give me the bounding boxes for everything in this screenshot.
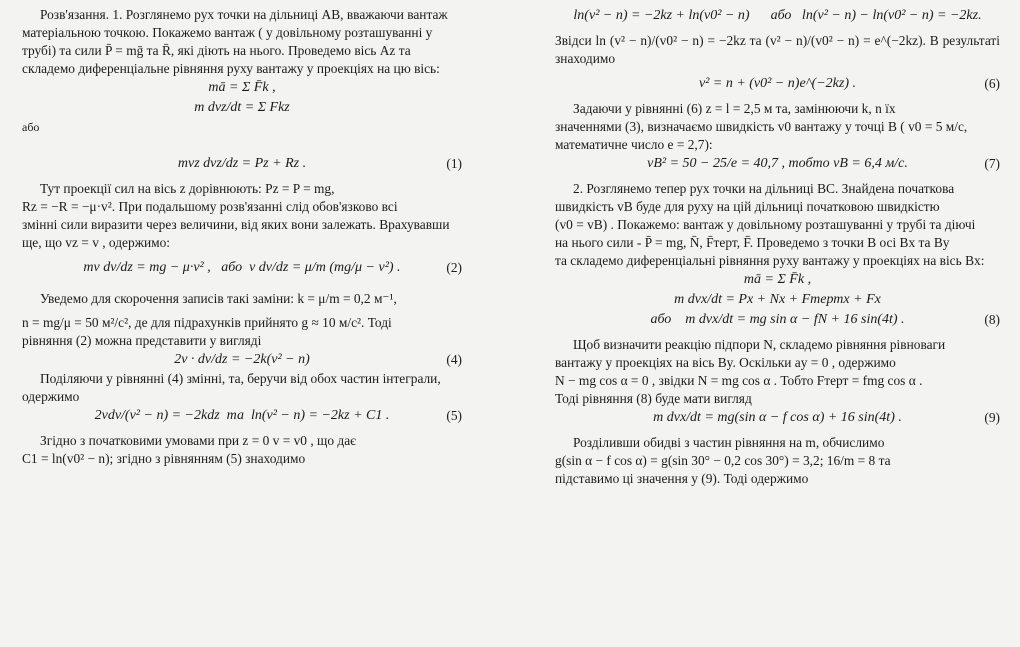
text-line: Тут проекції сил на вісь z дорівнюють: Pz = P = mg,	[40, 181, 335, 196]
equation	[22, 98, 462, 118]
text-line: ще, що vz = v , одержимо:	[22, 235, 170, 250]
text-line: трубі) та сили P̄ = mḡ та R̄, які діють на нього. Проведемо вісь Az та	[22, 43, 411, 58]
equation-body: mā = Σ F̄k ,	[743, 272, 812, 287]
equation	[555, 290, 1000, 310]
text-line: Поділяючи у рівнянні (4) змінні, та, беручи від обох частин інтеграли,	[40, 371, 441, 386]
equation	[555, 270, 1000, 290]
text-line: на нього сили - P̄ = mg, N̄, F̄терт, F̄. Проведемо з точки B осі Bx та By	[555, 235, 950, 250]
text-line: матеріальною точкою. Покажемо вантаж ( у довільному розташуванні у	[22, 25, 433, 40]
text-line: вантажу у проекціях на вісь By. Оскільки ay = 0 , одержимо	[555, 355, 896, 370]
text-line: g(sin α − f cos α) = g(sin 30° − 0,2 cos 30°) = 3,2; 16/m = 8 та	[555, 453, 891, 468]
equation-body: mv dv/dz = mg − μ·v² , або v dv/dz = μ/m (mg/μ − v²) .	[83, 260, 401, 275]
text-line: змінні сили виразити через величини, від яких вони залежать. Врахувавши	[22, 217, 450, 232]
text-line: швидкість vB буде для руху на цій дільниці початковою швидкістю	[555, 199, 940, 214]
equation-number: (7)	[984, 156, 1000, 171]
equation-body: v² = n + (v0² − n)e^(−2kz) .	[698, 76, 857, 91]
equation-body: або m dvx/dt = mg sin α − fN + 16 sin(4t) .	[650, 312, 905, 327]
equation	[555, 6, 1000, 26]
text-line: рівняння (2) можна представити у вигляді	[22, 333, 262, 348]
text-line: Тоді рівняння (8) буде мати вигляд	[555, 391, 752, 406]
text-line: C1 = ln(v0² − n); згідно з рівнянням (5) знаходимо	[22, 451, 306, 466]
equation	[22, 258, 462, 278]
text-line: математичне число e = 2,7):	[555, 137, 713, 152]
equation	[22, 350, 462, 370]
connector-word: або	[22, 120, 40, 134]
equation-number: (2)	[446, 260, 462, 275]
left-column	[22, 6, 462, 468]
text-line: Розділивши обидві з частин рівняння на m, обчислимо	[573, 435, 885, 450]
text-line: значеннями (3), визначаємо швидкість v0 вантажу у точці B ( v0 = 5 м/с,	[555, 119, 968, 134]
equation	[22, 154, 462, 174]
text-line: Згідно з початковими умовами при z = 0 v = v0 , що дає	[40, 433, 356, 448]
equation	[555, 408, 1000, 428]
equation	[22, 406, 462, 426]
text-line: та складемо диференціальні рівняння руху вантажу у проекціях на вісь Bx:	[555, 253, 985, 268]
text-line: підставимо ці значення у (9). Тоді одержимо	[555, 471, 809, 486]
equation-body: ln(v² − n) = −2kz + ln(v0² − n) або ln(v² − n) − ln(v0² − n) = −2kz.	[573, 8, 982, 23]
equation-body: m dvx/dt = Px + Nx + Fтертx + Fx	[674, 292, 881, 307]
right-column	[555, 6, 1000, 488]
equation-number: (8)	[984, 312, 1000, 327]
text-line: N − mg cos α = 0 , звідки N = mg cos α . Тобто Fтерт = fmg cos α .	[555, 373, 923, 388]
text-line: складемо диференціальне рівняння руху вантажу у проекціях на цю вісь:	[22, 61, 440, 76]
equation	[555, 74, 1000, 94]
text-line: Розв'язання. 1. Розглянемо рух точки на дільниці AB, вважаючи вантаж	[40, 7, 448, 22]
equation-body: mvz dvz/dz = Pz + Rz .	[177, 156, 307, 171]
equation-body: m dvz/dt = Σ Fkz	[194, 100, 290, 115]
text-line: Задаючи у рівнянні (6) z = l = 2,5 м та, замінюючи k, n їх	[573, 101, 896, 116]
text-line: Rz = −R = −μ·v². При подальшому розв'язанні слід обов'язково всі	[22, 199, 398, 214]
equation-body: mā = Σ F̄k ,	[208, 80, 276, 95]
text-line: одержимо	[22, 389, 80, 404]
equation-number: (9)	[984, 410, 1000, 425]
equation-number: (1)	[446, 156, 462, 171]
equation-body: 2v · dv/dz = −2k(v² − n)	[174, 352, 310, 367]
text-line: Щоб визначити реакцію підпори N, складемо рівняння рівноваги	[573, 337, 946, 352]
equation-body: m dvx/dt = mg(sin α − f cos α) + 16 sin(4t) .	[653, 410, 902, 425]
equation-number: (5)	[446, 408, 462, 423]
equation	[555, 310, 1000, 330]
equation	[555, 154, 1000, 174]
equation-number: (4)	[446, 352, 462, 367]
equation-body: 2vdv/(v² − n) = −2kdz та ln(v² − n) = −2kz + C1 .	[94, 408, 390, 423]
text-line: 2. Розглянемо тепер рух точки на дільниці BC. Знайдена початкова	[573, 181, 955, 196]
equation	[22, 78, 462, 98]
text-line: Звідси ln (v² − n)/(v0² − n) = −2kz та (v² − n)/(v0² − n) = e^(−2kz). В результаті знаходимо	[555, 33, 1000, 66]
text-line: (v0 = vB) . Покажемо: вантаж у довільному розташуванні у трубі та діючі	[555, 217, 976, 232]
spacer	[22, 136, 462, 154]
equation-body: vB² = 50 − 25/e = 40,7 , тобто vB = 6,4 м/с.	[647, 156, 908, 171]
text-line: Уведемо для скорочення записів такі заміни: k = μ/m = 0,2 м⁻¹,	[40, 291, 397, 306]
equation-number: (6)	[984, 76, 1000, 91]
spacer	[22, 278, 462, 290]
text-line: n = mg/μ = 50 м²/с², де для підрахунків прийнято g ≈ 10 м/с². Тоді	[22, 315, 392, 330]
